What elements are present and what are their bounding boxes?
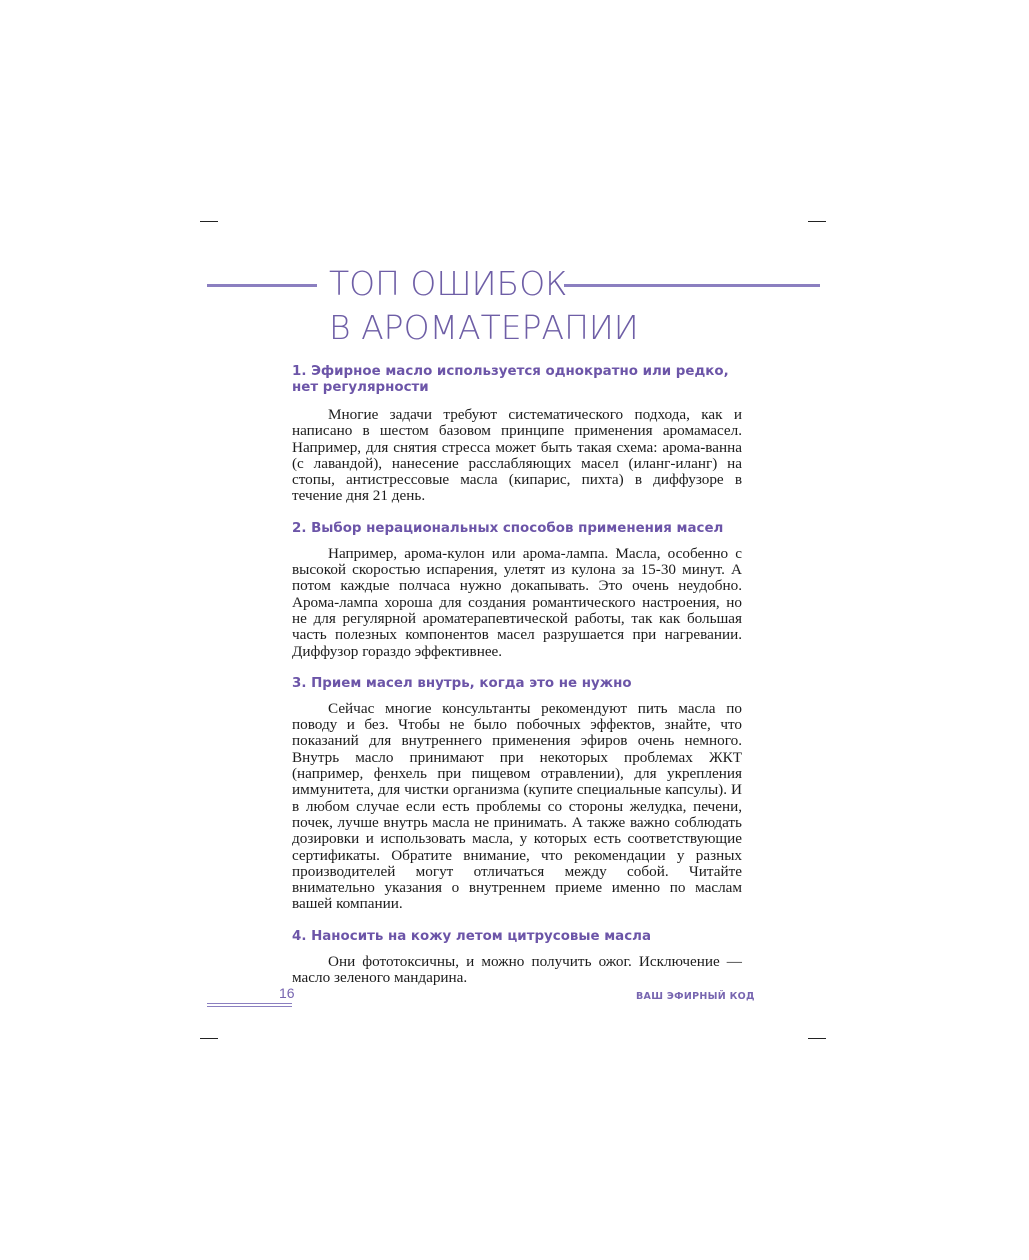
crop-mark-top-right: [808, 221, 826, 222]
footer-rule-top: [207, 1003, 292, 1004]
section-3: [292, 676, 742, 913]
crop-mark-top-left: [200, 221, 218, 222]
crop-mark-bottom-left: [200, 1038, 218, 1039]
section-heading: 3. Прием масел внутрь, когда это не нужно: [292, 675, 632, 691]
section-text: Сейчас многие консультанты рекомендуют пить масла по поводу и без. Чтобы не было побочных эффектов, знайте, что показаний для внутреннего применения эфиров очень немного. Внутрь масло принимают при некоторых проблемах ЖКТ (например, фенхель при пищевом отравлении), для укрепления иммунитета, для чистки организма (купите специальные капсулы). И в любом случае если есть проблемы со стороны желудка, печени, почек, лучше внутрь масла не принимать. А также важно соблюдать дозировки и использовать масла, у которых есть соответствующие сертификаты. Обратите внимание, что рекомендации у разных производителей могут отличаться между собой. Читайте внимательно указания о внутреннем приеме именно по маслам вашей компании.: [292, 699, 742, 913]
footer-rule-bottom: [207, 1006, 292, 1007]
crop-mark-bottom-right: [808, 1038, 826, 1039]
section-1: [292, 364, 742, 505]
section-heading: 1. Эфирное масло используется однократно или редко, нет регулярности: [292, 364, 729, 395]
section-heading: 2. Выбор нерациональных способов применения масел: [292, 520, 724, 536]
page-title-line-2: В АРОМАТЕРАПИИ: [329, 308, 639, 347]
section-text: Многие задачи требуют систематического подхода, как и написано в шестом базовом принципе применения аромамасел. Например, для снятия стресса может быть такая схема: арома-ванна (с лавандой), нанесение расслабляющих масел (иланг-иланг) на стопы, антистрессовые масла (кипарис, пихта) в диффузоре в течение дня 21 день.: [292, 406, 742, 505]
title-rule-left: [207, 284, 317, 287]
article-body: [292, 364, 742, 1002]
running-title: ВАШ ЭФИРНЫЙ КОД: [636, 991, 755, 1002]
section-4: [292, 929, 742, 987]
section-heading: 4. Наносить на кожу летом цитрусовые масла: [292, 928, 651, 944]
page-number: 16: [279, 985, 295, 1001]
section-text: Например, арома-кулон или арома-лампа. Масла, особенно с высокой скоростью испарения, улетят из кулона за 15-30 минут. А потом каждые полчаса нужно докапывать. Это очень неудобно. Арома-лампа хороша для создания романтического настроения, но не для регулярной ароматерапевтической работы, так как большая часть полезных компонентов масел разрушается при нагревании. Диффузор гораздо эффективнее.: [292, 544, 742, 660]
page-title: [329, 262, 639, 350]
section-2: [292, 521, 742, 660]
page-title-line-1: ТОП ОШИБОК: [329, 264, 568, 303]
section-text: Они фототоксичны, и можно получить ожог. Исключение — масло зеленого мандарина.: [292, 952, 742, 987]
